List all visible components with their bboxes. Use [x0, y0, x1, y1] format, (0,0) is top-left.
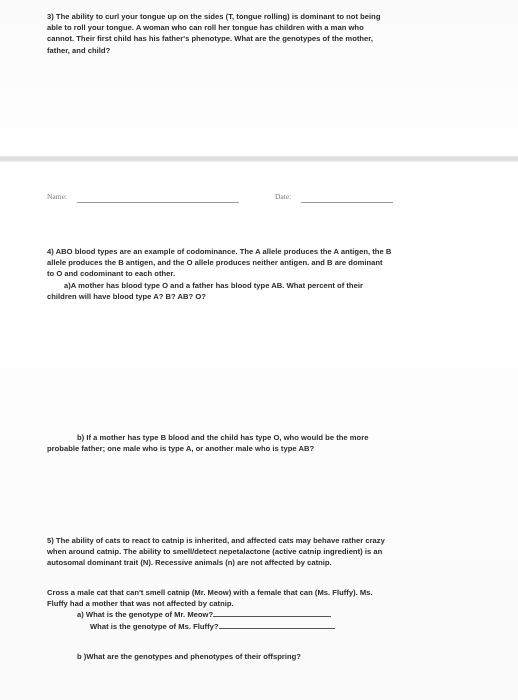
mr-meow-answer-blank[interactable]	[213, 609, 331, 617]
q4b-line: probable father; one male who is type A, or another male who is type AB?	[47, 444, 315, 454]
question-4b	[47, 432, 487, 454]
name-field[interactable]	[77, 202, 239, 203]
q4-intro-line: to O and codominant to each other.	[47, 269, 176, 279]
date-field[interactable]	[301, 202, 393, 203]
ms-fluffy-answer-blank[interactable]	[219, 621, 335, 629]
page-divider	[0, 156, 518, 162]
q4a-line: a)A mother has blood type O and a father has blood type AB. What percent of their	[64, 280, 363, 290]
q3-line: cannot. Their first child has his father's phenotype. What are the genotypes of the mother,	[47, 34, 373, 44]
question-3	[47, 11, 487, 56]
q5-intro-line: autosomal dominant trait (N). Recessive animals (n) are not affected by catnip.	[47, 558, 332, 568]
question-5	[47, 535, 487, 569]
q5b-line: b )What are the genotypes and phenotypes of their offspring?	[77, 652, 301, 661]
question-5-cross	[47, 587, 487, 632]
q5-intro-line: when around catnip. The ability to smell/detect nepetalactone (active catnip ingredient) is an	[47, 547, 383, 557]
q5a-mr-meow-text: a) What is the genotype of Mr. Meow?	[77, 610, 214, 620]
q5a-line	[47, 609, 487, 620]
name-date-row	[47, 192, 447, 206]
name-label: Name:	[47, 192, 67, 201]
q4a-line: children will have blood type A? B? AB? O?	[47, 291, 206, 301]
question-5b	[47, 651, 487, 662]
q5-intro-line: 5) The ability of cats to react to catnip is inherited, and affected cats may behave rather crazy	[47, 536, 385, 545]
q5-cross-line: Cross a male cat that can't smell catnip (Mr. Meow) with a female that can (Ms. Fluffy). Ms.	[47, 588, 373, 597]
q3-line: father, and child?	[47, 45, 111, 55]
q3-line: able to roll your tongue. A woman who can roll her tongue has children with a man who	[47, 23, 364, 33]
q3-line: 3) The ability to curl your tongue up on the sides (T, tongue rolling) is dominant to not being	[47, 12, 381, 21]
q4-intro-line: 4) ABO blood types are an example of codominance. The A allele produces the A antigen, the B	[47, 247, 392, 256]
q5-cross-line: Fluffy had a mother that was not affected by catnip.	[47, 599, 234, 609]
question-4	[47, 246, 487, 302]
q4b-line: b) If a mother has type B blood and the child has type O, who would be the more	[77, 433, 369, 442]
q5a-line	[47, 621, 487, 632]
q4-intro-line: allele produces the B antigen, and the O allele produces neither antigen. and B are dominant	[47, 258, 383, 268]
q5a-ms-fluffy-text: What is the genotype of Ms. Fluffy?	[90, 621, 219, 631]
date-label: Date:	[275, 192, 292, 201]
